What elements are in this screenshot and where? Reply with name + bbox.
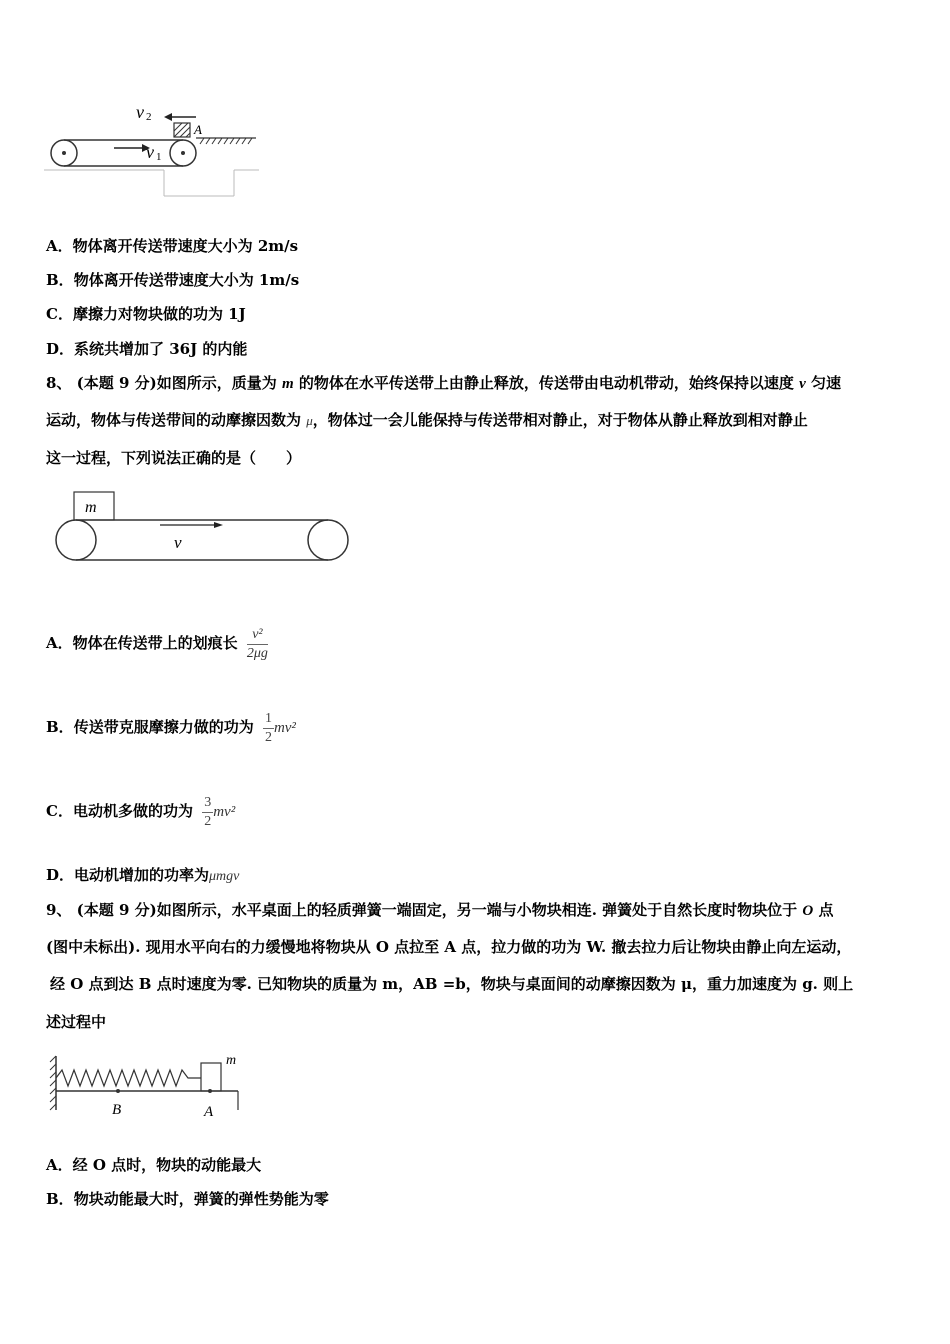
q7-conveyor-figure	[44, 96, 264, 200]
right-pulley	[308, 520, 348, 560]
q7-option-a[interactable]: A．物体离开传送带速度大小为 2m/s	[46, 237, 299, 255]
q8-option-c[interactable]: C．电动机多做的功为 $\frac{3}{2}$ mv²	[46, 794, 236, 829]
v2-label: v	[136, 102, 144, 122]
q7-option-d[interactable]: D．系统共增加了 36J 的内能	[46, 340, 248, 358]
q8-stem-line2: 运动，物体与传送带间的动摩擦因数为 μ，物体过一会儿能保持与传送带相对静止，对于物体从静止释放到相对静止	[46, 411, 808, 429]
q8-conveyor-figure	[52, 488, 354, 568]
q8-option-d[interactable]: D．电动机增加的功率为μmgv	[46, 866, 240, 884]
q9-stem-line1: 9、 (本题 9 分)如图所示，水平桌面上的轻质弹簧一端固定，另一端与小物块相连. 弹簧处于自然长度时物块位于 O 点	[46, 901, 834, 919]
q7-option-c[interactable]: C．摩擦力对物块做的功为 1J	[46, 305, 246, 323]
v1-sub: 1	[156, 151, 162, 163]
q9-stem-line2: (图中未标出). 现用水平向右的力缓慢地将物块从 O 点拉至 A 点，拉力做的功为 W. 撤去拉力后让物块由静止向左运动，	[46, 938, 852, 956]
q9-option-a[interactable]: A．经 O 点时，物块的动能最大	[46, 1156, 262, 1174]
block-a-label: A	[194, 122, 202, 137]
point-b-label: B	[112, 1102, 122, 1118]
q8-stem-line3: 这一过程，下列说法正确的是（ ）	[46, 449, 302, 467]
spring	[56, 1070, 201, 1086]
v-label: v	[174, 533, 182, 552]
v1-label: v	[146, 142, 154, 162]
q8-option-a[interactable]: A．物体在传送带上的划痕长 $\frac{\text{v²}}{2\mu g}$	[46, 626, 268, 661]
q8-option-b[interactable]: B．传送带克服摩擦力做的功为 $\frac{1}{2}$ mv²	[46, 710, 296, 745]
q9-spring-figure	[46, 1050, 246, 1122]
q8-stem-line1: 8、 (本题 9 分)如图所示，质量为 m 的物体在水平传送带上由静止释放，传送带由电动机带动，始终保持以速度 v 匀速	[46, 374, 841, 392]
block-m	[201, 1063, 221, 1091]
point-a-label: A	[204, 1104, 214, 1120]
block-m-label: m	[226, 1053, 237, 1068]
block-m-label: m	[85, 499, 97, 516]
left-pulley	[56, 520, 96, 560]
q9-stem-line3: 经 O 点到达 B 点时速度为零. 已知物块的质量为 m，AB =b，物块与桌面间的动摩擦因数为 μ，重力加速度为 g. 则上	[50, 975, 854, 993]
q9-stem-line4: 述过程中	[46, 1013, 107, 1031]
q7-option-b[interactable]: B．物体离开传送带速度大小为 1m/s	[46, 271, 300, 289]
q9-option-b[interactable]: B．物块动能最大时，弹簧的弹性势能为零	[46, 1190, 329, 1208]
v2-sub: 2	[146, 111, 152, 123]
